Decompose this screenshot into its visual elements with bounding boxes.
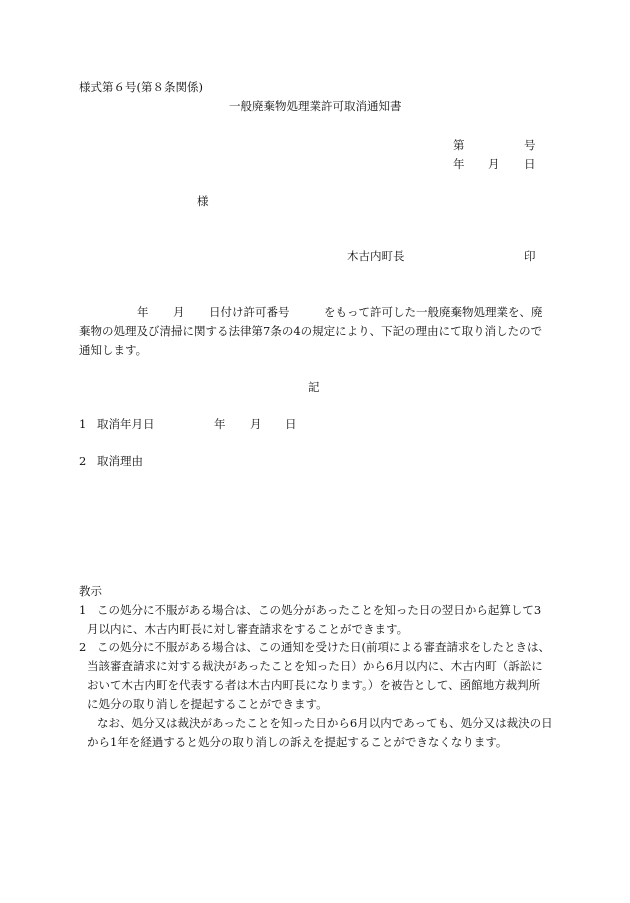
issuer-name: 木古内町長: [347, 249, 405, 263]
addressee-suffix: 様: [197, 194, 209, 208]
kyoji-2-line-1: この処分に不服がある場合は、この通知を受けた日(前項による審査請求をしたときは、: [97, 640, 550, 654]
kyoji-note-line-1: なお、処分又は裁決があったことを知った日から6月以内であっても、処分又は裁決の日: [97, 716, 553, 730]
seal-mark: 印: [524, 249, 536, 263]
document-title: 一般廃棄物処理業許可取消通知書: [229, 99, 402, 113]
doc-number-suffix: 号: [524, 138, 536, 152]
kyoji-2-number: 2: [79, 640, 87, 654]
kyoji-1-line-2: 月以内に、木古内町長に対し審査請求をすることができます。: [87, 622, 409, 636]
kyoji-2-line-3: おいて木古内町を代表する者は木古内町長になります。）を被告として、函館地方裁判所: [87, 678, 541, 692]
body-line-3: 通知します。: [79, 343, 148, 357]
body-line-2: 棄物の処理及び清掃に関する法律第7条の4の規定により、下記の理由にて取り消したので: [79, 324, 543, 338]
item-2-number: 2: [79, 454, 87, 468]
item-1-month: 月: [250, 417, 262, 431]
item-1-number: 1: [79, 417, 87, 431]
ki-heading: 記: [308, 380, 320, 394]
item-2-label: 取消理由: [97, 454, 143, 468]
doc-number-prefix: 第: [453, 138, 465, 152]
kyoji-note-line-2: から1年を経過すると処分の取り消しの訴えを提起することができなくなります。: [87, 735, 508, 749]
body-permit-label: 日付け許可番号: [209, 305, 290, 319]
form-label: 様式第６号(第８条関係): [79, 80, 203, 94]
date-month: 月: [488, 157, 500, 171]
date-year: 年: [453, 157, 465, 171]
body-date-year: 年: [137, 305, 149, 319]
kyoji-1-number: 1: [79, 603, 87, 617]
item-1-label: 取消年月日: [97, 417, 155, 431]
body-permit-tail: をもって許可した一般廃棄物処理業を、廃: [324, 305, 543, 319]
kyoji-2-line-4: に処分の取り消しを提起することができます。: [87, 697, 328, 711]
body-date-month: 月: [173, 305, 185, 319]
kyoji-2-line-2: 当該審査請求に対する裁決があったことを知った日）から6月以内に、木古内町（訴訟に: [87, 659, 543, 673]
item-1-year: 年: [214, 417, 226, 431]
item-1-day: 日: [285, 417, 297, 431]
kyoji-1-line-1: この処分に不服がある場合は、この処分があったことを知った日の翌日から起算して3: [97, 603, 542, 617]
date-day: 日: [524, 157, 536, 171]
kyoji-heading: 教示: [79, 584, 102, 598]
